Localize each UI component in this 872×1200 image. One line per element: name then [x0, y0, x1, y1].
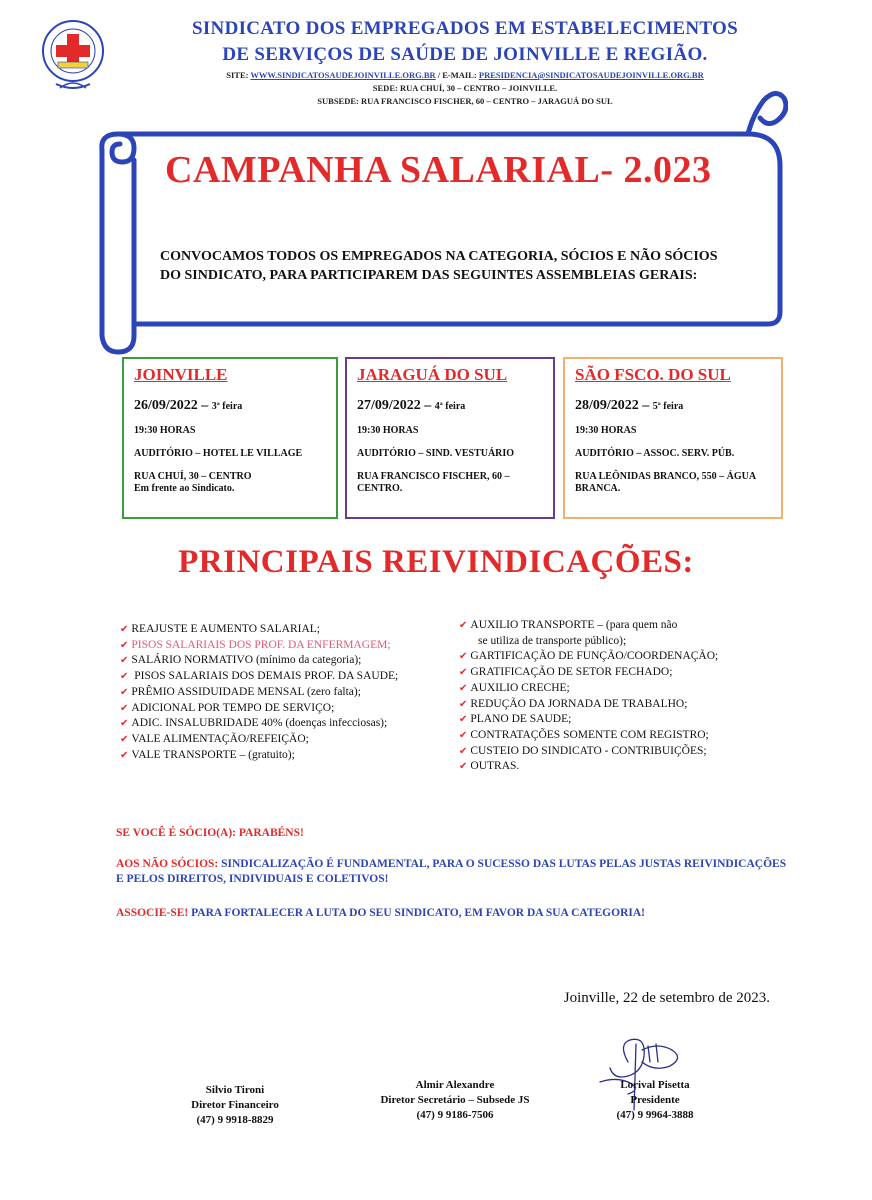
check-icon: ✔ [459, 620, 468, 631]
assembly-box-jaragua [345, 357, 555, 519]
sede-address: SEDE: RUA CHUÍ, 30 – CENTRO – JOINVILLE. [372, 83, 558, 93]
signatory-phone: (47) 9 9918-8829 [196, 1114, 274, 1126]
assembly-venue: AUDITÓRIO – SIND. VESTUÁRIO [357, 448, 515, 459]
list-item: ✔ GRATIFICAÇÃO DE SETOR FECHADO; [459, 666, 673, 679]
list-item-continuation: se utiliza de transporte público); [478, 634, 627, 647]
check-icon: ✔ [120, 655, 129, 667]
assembly-address: RUA LEÔNIDAS BRANCO, 550 – ÁGUA BRANCA. [575, 471, 756, 494]
signatory-name: Almir Alexandre [415, 1079, 495, 1091]
check-icon: ✔ [459, 714, 468, 726]
check-icon: ✔ [459, 698, 468, 710]
assembly-date: 27/09/2022 – 4ª feira [357, 398, 466, 413]
assembly-time: 19:30 HORAS [357, 425, 419, 436]
convocation-text: CONVOCAMOS TODOS OS EMPREGADOS NA CATEGORIA, SÓCIOS E NÃO SÓCIOS DO SINDICATO, PARA PARTICIPAREM DAS SEGUINTES ASSEMBLEIAS GERAIS: [160, 249, 718, 283]
list-item: ✔ VALE TRANSPORTE – (gratuito); [120, 748, 295, 761]
associate-message: ASSOCIE-SE! PARA FORTALECER A LUTA DO SEU SINDICATO, EM FAVOR DA SUA CATEGORIA! [116, 907, 645, 919]
scroll-banner [88, 90, 788, 360]
check-icon: ✔ [459, 651, 468, 663]
list-item: ✔ ADIC. INSALUBRIDADE 40% (doenças infecciosas); [120, 717, 388, 730]
assembly-city: JARAGUÁ DO SUL [357, 365, 508, 384]
union-logo [38, 18, 108, 94]
assembly-box-sao-francisco [563, 357, 783, 519]
list-item: ✔ REAJUSTE E AUMENTO SALARIAL; [120, 623, 320, 635]
list-item: ✔ CUSTEIO DO SINDICATO - CONTRIBUIÇÕES; [459, 744, 707, 757]
assembly-box-joinville [122, 357, 338, 519]
check-icon: ✔ [459, 667, 468, 679]
site-label: SITE: [226, 70, 251, 80]
assembly-venue: AUDITÓRIO – ASSOC. SERV. PÚB. [575, 448, 735, 459]
assembly-time: 19:30 HORAS [575, 425, 637, 436]
list-item: ✔ ADICIONAL POR TEMPO DE SERVIÇO; [120, 701, 335, 714]
signatory-phone: (47) 9 9186-7506 [416, 1109, 494, 1121]
list-item: ✔ PRÊMIO ASSIDUIDADE MENSAL (zero falta); [120, 685, 361, 698]
signatory-lorival [590, 1078, 720, 1123]
list-item: ✔ CONTRATAÇÕES SOMENTE COM REGISTRO; [459, 728, 709, 741]
assembly-address: RUA FRANCISCO FISCHER, 60 – CENTRO. [357, 471, 510, 494]
check-icon: ✔ [459, 682, 468, 694]
list-item: ✔ REDUÇÃO DA JORNADA DE TRABALHO; [459, 697, 688, 710]
list-item: ✔ VALE ALIMENTAÇÃO/REFEIÇÃO; [120, 732, 309, 745]
signatory-silvio [160, 1083, 310, 1128]
check-icon: ✔ [459, 729, 468, 741]
signatory-role: Presidente [630, 1094, 680, 1106]
list-item: ✔ PISOS SALARIAIS DOS DEMAIS PROF. DA SAUDE; [120, 670, 399, 683]
list-item: ✔ PISOS SALARIAIS DOS PROF. DA ENFERMAGEM; [120, 638, 391, 651]
check-icon: ✔ [120, 686, 129, 698]
list-item: ✔ SALÁRIO NORMATIVO (mínimo da categoria); [120, 654, 362, 667]
signatory-almir [345, 1078, 565, 1123]
claims-title: PRINCIPAIS REIVINDICAÇÕES: [178, 544, 694, 580]
union-name-line2: DE SERVIÇOS DE SAÚDE DE JOINVILLE E REGIÃO. [222, 44, 708, 65]
signatory-name: Silvio Tironi [205, 1084, 265, 1096]
email-label: / E-MAIL: [435, 70, 479, 80]
assembly-city: SÃO FSCO. DO SUL [575, 365, 731, 384]
campaign-title: CAMPANHA SALARIAL- 2.023 [165, 149, 712, 191]
assembly-date: 28/09/2022 – 5ª feira [575, 398, 684, 413]
signatory-role: Diretor Financeiro [191, 1099, 279, 1111]
list-item: ✔ AUXILIO TRANSPORTE – (para quem não [459, 619, 678, 631]
member-message: SE VOCÊ É SÓCIO(A): PARABÉNS! [116, 827, 304, 839]
email-link[interactable]: PRESIDENCIA@SINDICATOSAUDEJOINVILLE.ORG.BR [478, 70, 704, 80]
non-member-message: AOS NÃO SÓCIOS: SINDICALIZAÇÃO É FUNDAMENTAL, PARA O SUCESSO DAS LUTAS PELAS JUSTAS REIVINDICAÇÕES E PELOS DIREITOS, INDIVIDUAIS E COLETIVOS! [116, 858, 787, 885]
union-name-line1: SINDICATO DOS EMPREGADOS EM ESTABELECIMENTOS [191, 18, 739, 39]
contact-line [130, 70, 800, 80]
assembly-date: 26/09/2022 – 3ª feira [134, 398, 243, 413]
signatory-phone: (47) 9 9964-3888 [616, 1109, 694, 1121]
check-icon: ✔ [120, 733, 129, 745]
subsede-address: SUBSEDE: RUA FRANCISCO FISCHER, 60 – CENTRO – JARAGUÁ DO SUL [317, 96, 613, 106]
claims-list-left [120, 622, 450, 763]
assembly-time: 19:30 HORAS [134, 425, 196, 436]
list-item: ✔ AUXILIO CRECHE; [459, 681, 570, 694]
check-icon: ✔ [120, 749, 129, 761]
assembly-venue: AUDITÓRIO – HOTEL LE VILLAGE [134, 448, 303, 459]
claims-list-right [459, 618, 779, 775]
check-icon: ✔ [120, 639, 129, 651]
list-item: ✔ GARTIFICAÇÃO DE FUNÇÃO/COORDENAÇÃO; [459, 650, 719, 663]
list-item: ✔ PLANO DE SAUDE; [459, 713, 572, 726]
check-icon: ✔ [120, 671, 129, 683]
place-date: Joinville, 22 de setembro de 2023. [563, 990, 770, 1006]
check-icon: ✔ [120, 624, 129, 635]
signatory-role: Diretor Secretário – Subsede JS [380, 1094, 530, 1106]
list-item: ✔ OUTRAS. [459, 760, 520, 773]
assembly-city: JOINVILLE [134, 365, 228, 384]
check-icon: ✔ [459, 745, 468, 757]
check-icon: ✔ [459, 761, 468, 773]
assembly-note: Em frente ao Sindicato. [134, 483, 235, 494]
signatory-name: Lorival Pisetta [620, 1079, 690, 1091]
site-link[interactable]: WWW.SINDICATOSAUDEJOINVILLE.ORG.BR [250, 70, 436, 80]
assembly-address: RUA CHUÍ, 30 – CENTRO [134, 471, 252, 482]
check-icon: ✔ [120, 702, 129, 714]
check-icon: ✔ [120, 718, 129, 730]
